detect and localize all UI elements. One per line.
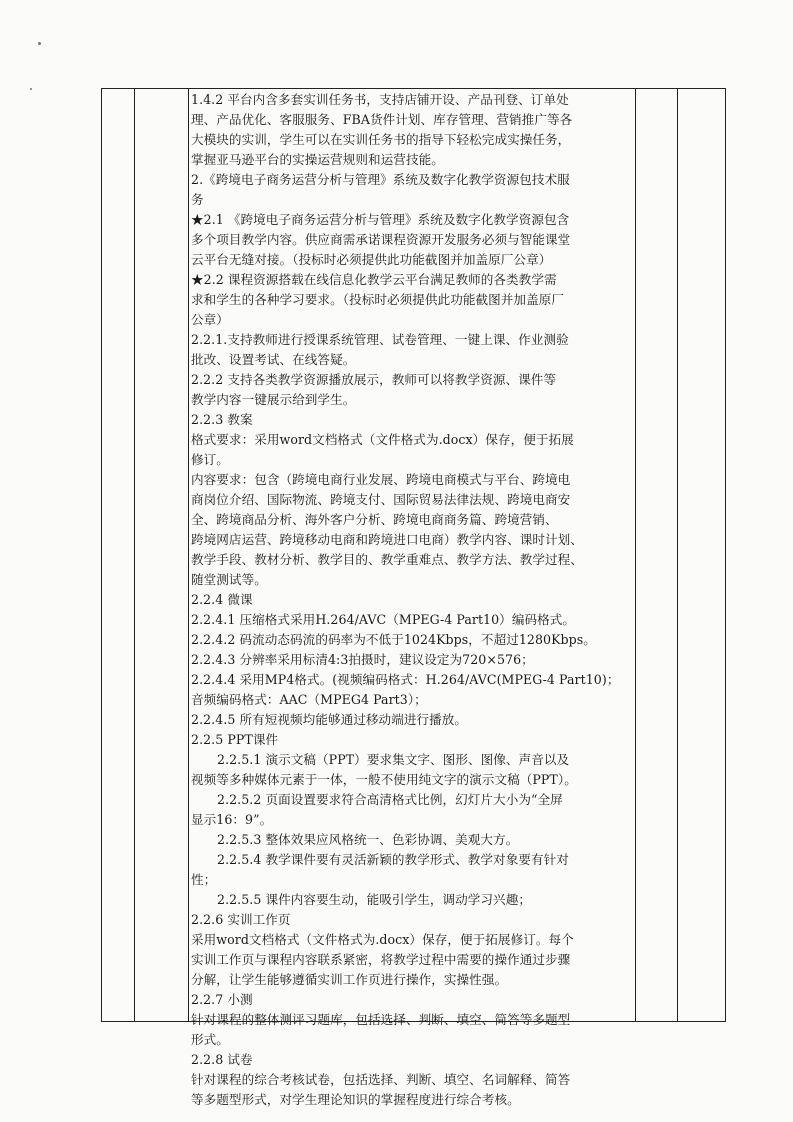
spec-line: ★2.2 课程资源搭载在线信息化教学云平台满足教师的各类教学需 xyxy=(191,272,557,287)
spec-line: 2.2.4 微课 xyxy=(191,592,253,607)
column-divider xyxy=(134,89,135,1021)
spec-line: 2.2.5.4 教学课件要有灵活新颖的教学形式、教学对象要有针对 xyxy=(217,852,569,867)
column-divider xyxy=(635,89,636,1021)
spec-line: 多个项目教学内容。供应商需承诺课程资源开发服务必须与智能课堂 xyxy=(191,232,571,247)
spec-line: 全、跨境商品分析、海外客户分析、跨境电商商务篇、跨境营销、 xyxy=(191,512,558,527)
spec-line: 1.4.2 平台内含多套实训任务书，支持店铺开设、产品刊登、订单处 xyxy=(191,92,569,107)
spec-line: 2.2.4.5 所有短视频均能够通过移动端进行播放。 xyxy=(191,712,468,727)
spec-line: 2.2.4.4 采用MP4格式。(视频编码格式：H.264/AVC(MPEG-4 Part10)； xyxy=(191,672,620,687)
spec-line: 2.2.5.3 整体效果应风格统一、色彩协调、美观大方。 xyxy=(217,832,519,847)
scan-speck xyxy=(38,42,41,45)
spec-line: 2.2.5 PPT课件 xyxy=(191,732,279,747)
spec-line: 教学内容一键展示给到学生。 xyxy=(191,392,356,407)
column-divider xyxy=(677,89,678,1021)
spec-line: 显示16：9”。 xyxy=(191,812,273,827)
spec-line: 视频等多种媒体元素于一体，一般不使用纯文字的演示文稿（PPT）。 xyxy=(191,772,577,787)
spec-line: 批改、设置考试、在线答疑。 xyxy=(191,352,356,367)
spec-line: 跨境网店运营、跨境移动电商和跨境进口电商）教学内容、课时计划、 xyxy=(191,532,583,547)
spec-line: ★2.1 《跨境电子商务运营分析与管理》系统及数字化教学资源包含 xyxy=(191,212,570,227)
spec-text-cell xyxy=(191,90,634,1110)
spec-line: 2.2.6 实训工作页 xyxy=(191,912,291,927)
spec-line: 2.2.2 支持各类教学资源播放展示，教师可以将教学资源、课件等 xyxy=(191,372,557,387)
spec-line: 2.2.8 试卷 xyxy=(191,1052,253,1067)
spec-line: 2.2.1.支持教师进行授课系统管理、试卷管理、一键上课、作业测验 xyxy=(191,332,569,347)
spec-line: 2.2.3 教案 xyxy=(191,412,253,427)
spec-line: 2.《跨境电子商务运营分析与管理》系统及数字化教学资源包技术服 xyxy=(191,172,570,187)
spec-line: 形式。 xyxy=(191,1032,229,1047)
scan-speck xyxy=(30,88,32,90)
spec-line: 2.2.4.2 码流动态码流的码率为不低于1024Kbps，不超过1280Kbps。 xyxy=(191,632,596,647)
spec-line: 云平台无缝对接。（投标时必须提供此功能截图并加盖原厂公章） xyxy=(191,252,552,267)
spec-line: 掌握亚马逊平台的实操运营规则和运营技能。 xyxy=(191,152,444,167)
spec-line: 2.2.4.3 分辨率采用标清4:3拍摄时，建议设定为720×576； xyxy=(191,652,534,667)
spec-line: 内容要求：包含（跨境电商行业发展、跨境电商模式与平台、跨境电 xyxy=(191,472,571,487)
spec-line: 2.2.4.1 压缩格式采用H.264/AVC（MPEG-4 Part10）编码格式。 xyxy=(191,612,576,627)
spec-line: 大模块的实训，学生可以在实训任务书的指导下轻松完成实操任务， xyxy=(191,132,571,147)
spec-line: 音频编码格式：AAC（MPEG4 Part3）； xyxy=(191,692,427,707)
spec-table xyxy=(101,88,726,1107)
spec-line: 公章） xyxy=(191,312,229,327)
spec-line: 理、产品优化、客服服务、FBA货件计划、库存管理、营销推广等各 xyxy=(191,112,573,127)
spec-line: 2.2.5.2 页面设置要求符合高清格式比例，幻灯片大小为“全屏 xyxy=(217,792,563,807)
spec-line: 务 xyxy=(191,192,204,207)
spec-line: 商岗位介绍、国际物流、跨境支付、国际贸易法律法规、跨境电商安 xyxy=(191,492,571,507)
spec-line: 2.2.5.5 课件内容要生动，能吸引学生，调动学习兴趣； xyxy=(217,892,531,907)
spec-line: 采用word文档格式（文件格式为.docx）保存，便于拓展修订。每个 xyxy=(191,932,574,947)
column-divider xyxy=(188,89,189,1021)
spec-line: 性； xyxy=(191,872,217,887)
spec-line: 教学手段、教材分析、教学目的、教学重难点、教学方法、教学过程、 xyxy=(191,552,583,567)
spec-line: 2.2.7 小测 xyxy=(191,992,253,1007)
spec-line: 格式要求：采用word文档格式（文件格式为.docx）保存，便于拓展 xyxy=(191,432,574,447)
spec-line: 修订。 xyxy=(191,452,229,467)
spec-line: 等多题型形式，对学生理论知识的掌握程度进行综合考核。 xyxy=(191,1092,520,1107)
spec-line: 针对课程的综合考核试卷，包括选择、判断、填空、名词解释、简答 xyxy=(191,1072,571,1087)
spec-line: 分解，让学生能够遵循实训工作页进行操作，实操性强。 xyxy=(191,972,508,987)
spec-line: 实训工作页与课程内容联系紧密，将教学过程中需要的操作通过步骤 xyxy=(191,952,571,967)
spec-line: 2.2.5.1 演示文稿（PPT）要求集文字、图形、图像、声音以及 xyxy=(217,752,570,767)
spec-line: 求和学生的各种学习要求。（投标时必须提供此功能截图并加盖原厂 xyxy=(191,292,565,307)
spec-line: 针对课程的整体测评习题库，包括选择、判断、填空、简答等多题型 xyxy=(191,1012,571,1027)
spec-line: 随堂测试等。 xyxy=(191,572,267,587)
